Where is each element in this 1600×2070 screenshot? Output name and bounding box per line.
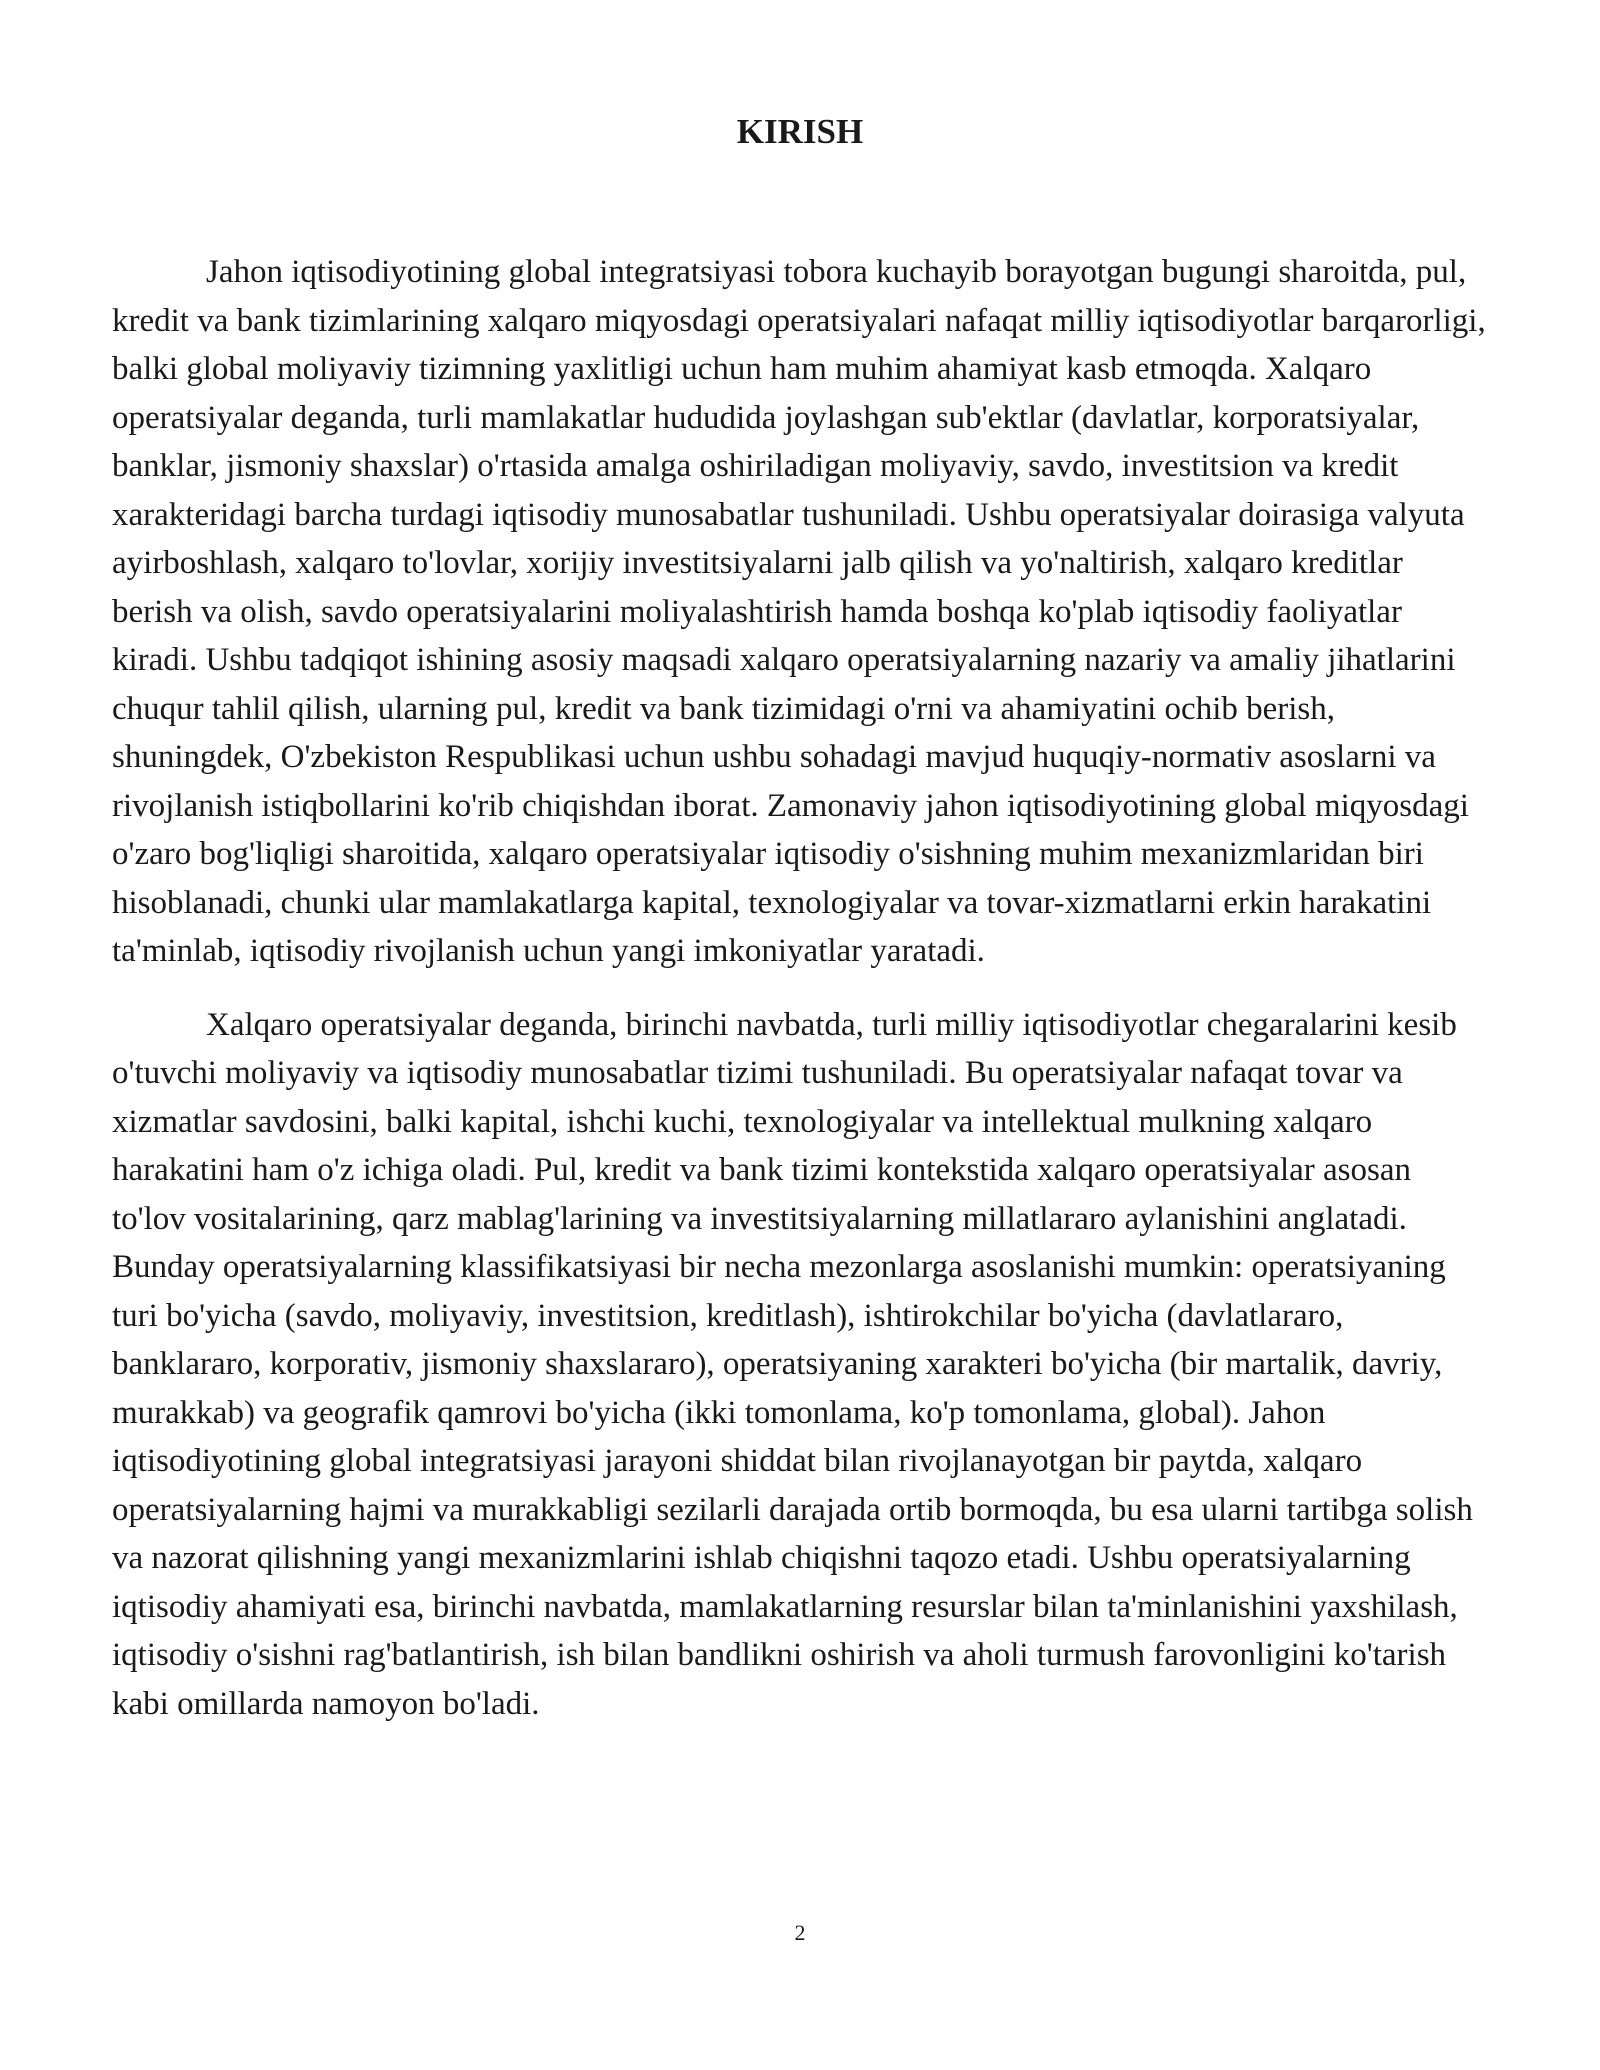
paragraph-1: Jahon iqtisodiyotining global integratsiyasi tobora kuchayib borayotgan bugungi sharoitda, pul, kredit va bank tizimlarining xalqaro miqyosdagi operatsiyalari nafaqat milliy iqtisodiyotlar barqarorligi, balki global moliyaviy tizimning yaxlitligi uchun ham muhim ahamiyat kasb etmoqda. Xalqaro operatsiyalar deganda, turli mamlakatlar hududida joylashgan sub'ektlar (davlatlar, korporatsiyalar, banklar, jismoniy shaxslar) o'rtasida amalga oshiriladigan moliyaviy, savdo, investitsion va kredit xarakteridagi barcha turdagi iqtisodiy munosabatlar tushuniladi. Ushbu operatsiyalar doirasiga valyuta ayirboshlash, xalqaro to'lovlar, xorijiy investitsiyalarni jalb qilish va yo'naltirish, xalqaro kreditlar berish va olish, savdo operatsiyalarini moliyalashtirish hamda boshqa ko'plab iqtisodiy faoliyatlar kiradi. Ushbu tadqiqot ishining asosiy maqsadi xalqaro operatsiyalarning nazariy va amaliy jihatlarini chuqur tahlil qilish, ularning pul, kredit va bank tizimidagi o'rni va ahamiyatini ochib berish, shuningdek, O'zbekiston Respublikasi uchun ushbu sohadagi mavjud huquqiy-normativ asoslarni va rivojlanish istiqbollarini ko'rib chiqishdan iborat. Zamonaviy jahon iqtisodiyotining global miqyosdagi o'zaro bog'liqligi sharoitida, xalqaro operatsiyalar iqtisodiy o'sishning muhim mexanizmlaridan biri hisoblanadi, chunki ular mamlakatlarga kapital, texnologiyalar va tovar-xizmatlarni erkin harakatini ta'minlab, iqtisodiy rivojlanish uchun yangi imkoniyatlar yaratadi. [112,254,1486,969]
page-number: 2 [794,1920,806,1945]
paragraph-2: Xalqaro operatsiyalar deganda, birinchi navbatda, turli milliy iqtisodiyotlar chegaralarini kesib o'tuvchi moliyaviy va iqtisodiy munosabatlar tizimi tushuniladi. Bu operatsiyalar nafaqat tovar va xizmatlar savdosini, balki kapital, ishchi kuchi, texnologiyalar va intellektual mulkning xalqaro harakatini ham o'z ichiga oladi. Pul, kredit va bank tizimi kontekstida xalqaro operatsiyalar asosan to'lov vositalarining, qarz mablag'larining va investitsiyalarning millatlararo aylanishini anglatadi. Bunday operatsiyalarning klassifikatsiyasi bir necha mezonlarga asoslanishi mumkin: operatsiyaning turi bo'yicha (savdo, moliyaviy, investitsion, kreditlash), ishtirokchilar bo'yicha (davlatlararo, banklararo, korporativ, jismoniy shaxslararo), operatsiyaning xarakteri bo'yicha (bir martalik, davriy, murakkab) va geografik qamrovi bo'yicha (ikki tomonlama, ko'p tomonlama, global). Jahon iqtisodiyotining global integratsiyasi jarayoni shiddat bilan rivojlanayotgan bir paytda, xalqaro operatsiyalarning hajmi va murakkabligi sezilarli darajada ortib bormoqda, bu esa ularni tartibga solish va nazorat qilishning yangi mexanizmlarini ishlab chiqishni taqozo etadi. Ushbu operatsiyalarning iqtisodiy ahamiyati esa, birinchi navbatda, mamlakatlarning resurslar bilan ta'minlanishini yaxshilash, iqtisodiy o'sishni rag'batlantirish, ish bilan bandlikni oshirish va aholi turmush farovonligini ko'tarish kabi omillarda namoyon bo'ladi. [112,1006,1473,1722]
page-title: KIRISH [736,112,864,151]
body-text [112,248,1488,1728]
